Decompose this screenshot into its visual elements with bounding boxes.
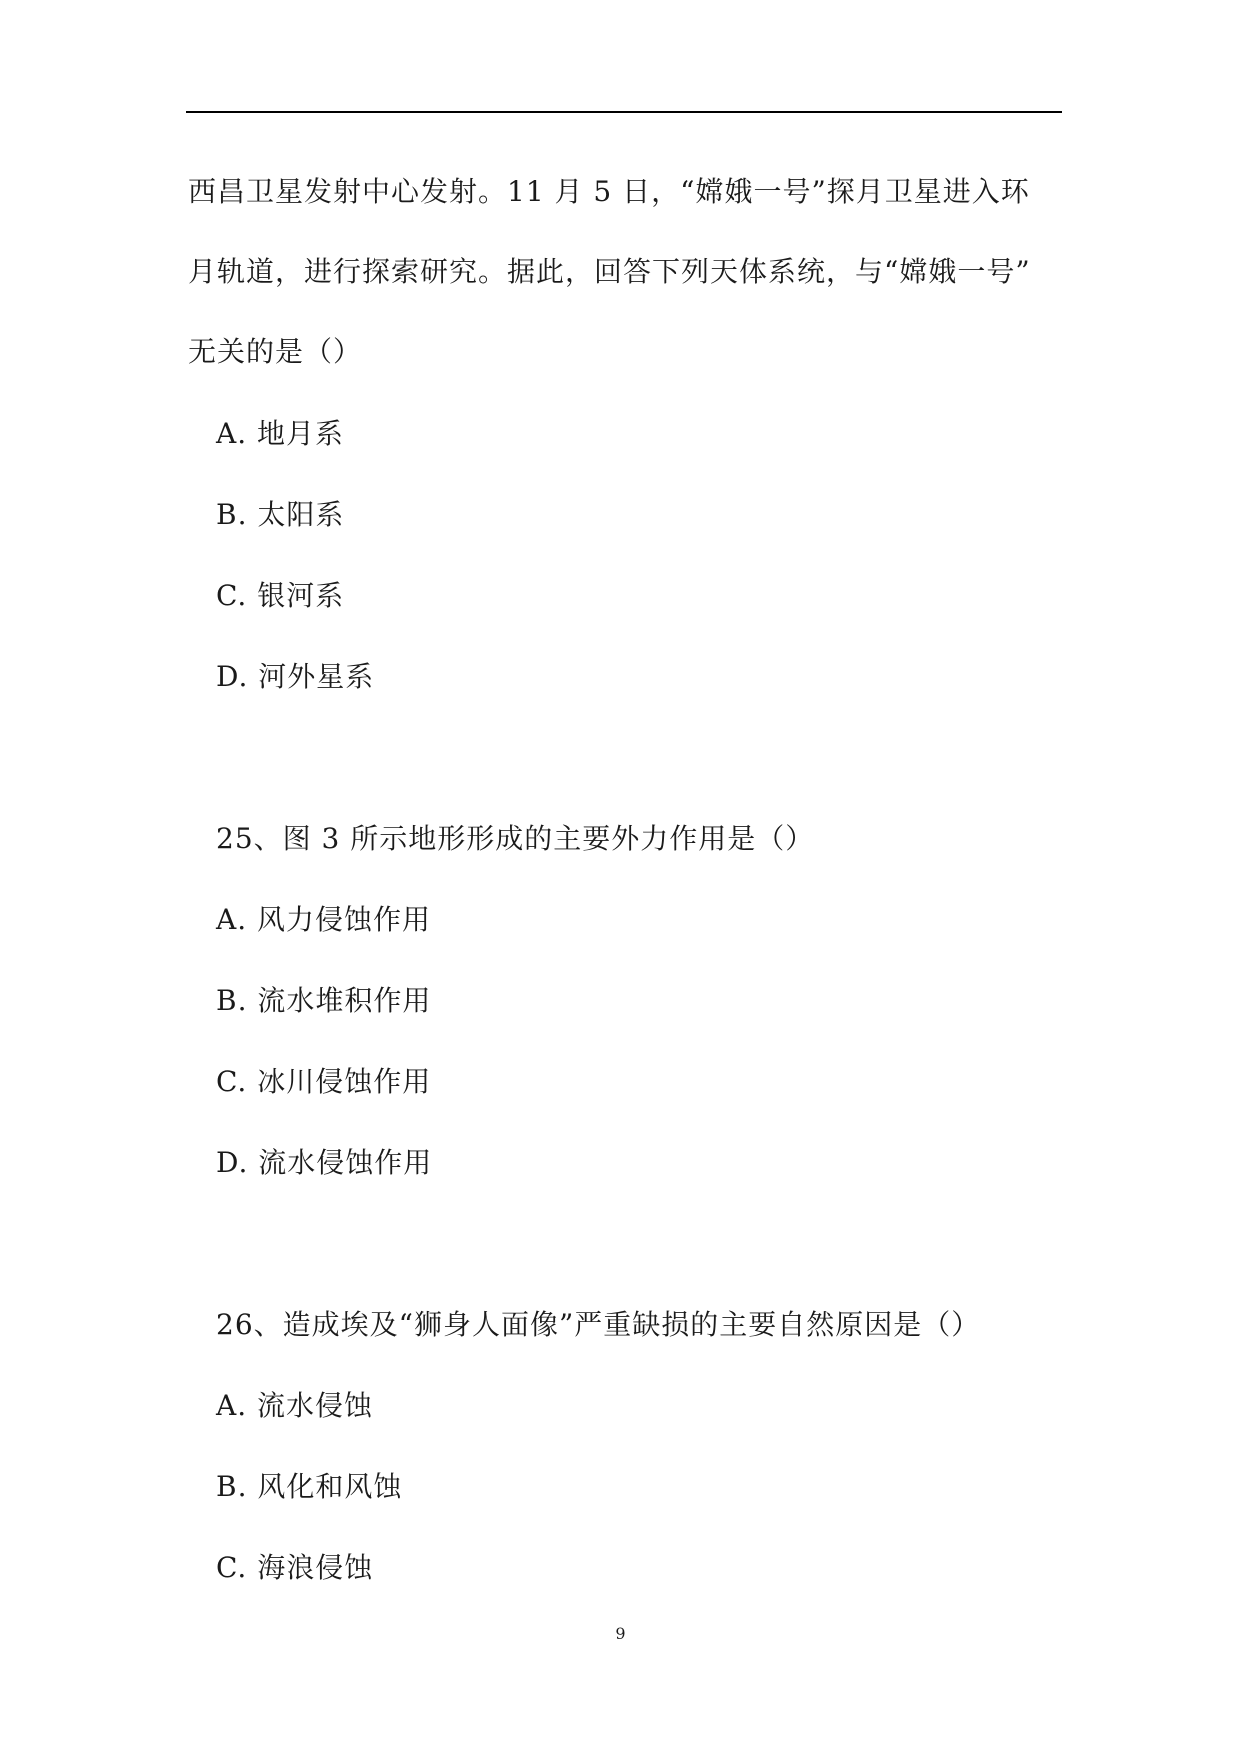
option-a: A. 风力侵蚀作用	[216, 903, 432, 936]
question-25-stem: 25、图 3 所示地形形成的主要外力作用是（）	[216, 822, 815, 855]
page-number: 9	[615, 1624, 626, 1643]
question-26-stem: 26、造成埃及“狮身人面像”严重缺损的主要自然原因是（）	[216, 1308, 981, 1341]
option-c: C. 海浪侵蚀	[216, 1551, 374, 1584]
option-c: C. 冰川侵蚀作用	[216, 1065, 432, 1098]
option-b: B. 流水堆积作用	[216, 984, 432, 1017]
option-b: B. 太阳系	[216, 498, 345, 531]
option-b: B. 风化和风蚀	[216, 1470, 403, 1503]
header-rule	[186, 111, 1062, 113]
question-text-line: 月轨道，进行探索研究。据此，回答下列天体系统，与“嫦娥一号”	[188, 255, 1031, 288]
option-a: A. 流水侵蚀	[216, 1389, 374, 1422]
option-d: D. 河外星系	[216, 660, 375, 693]
option-d: D. 流水侵蚀作用	[216, 1146, 433, 1179]
option-c: C. 银河系	[216, 579, 345, 612]
question-text-line: 无关的是（）	[188, 335, 363, 368]
question-text-line: 西昌卫星发射中心发射。11 月 5 日，“嫦娥一号”探月卫星进入环	[188, 175, 1030, 208]
option-a: A. 地月系	[216, 417, 345, 450]
